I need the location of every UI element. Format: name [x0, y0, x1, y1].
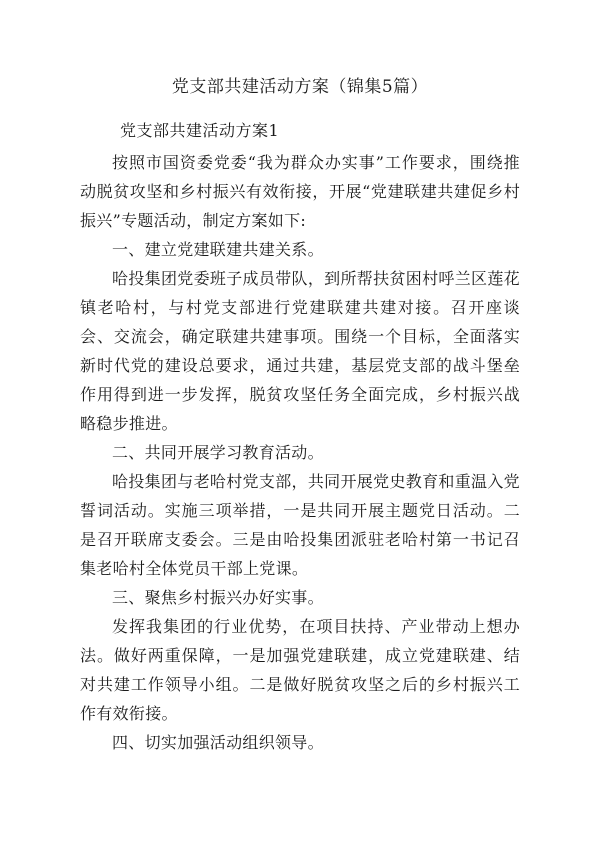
document-title: 党支部共建活动方案（锦集5篇） [171, 77, 429, 97]
section-heading-2: 二、共同开展学习教育活动。 [112, 443, 324, 462]
section-heading-1: 一、建立党建联建共建关系。 [112, 240, 324, 259]
section-heading-3: 三、聚焦乡村振兴办好实事。 [112, 588, 324, 607]
section-paragraph-3: 发挥我集团的行业优势，在项目扶持、产业带动上想办法。做好两重保障，一是加强党建联建，成立党建联建、结对共建工作领导小组。二是做好脱贫攻坚之后的乡村振兴工作有效衔接。 [80, 617, 520, 723]
section-heading-4: 四、切实加强活动组织领导。 [112, 733, 324, 752]
document-subtitle: 党支部共建活动方案1 [120, 121, 280, 140]
section-paragraph-2: 哈投集团与老哈村党支部，共同开展党史教育和重温入党誓词活动。实施三项举措，一是共同开展主题党日活动。二是召开联席支委会。三是由哈投集团派驻老哈村第一书记召集老哈村全体党员干部上党课。 [80, 472, 520, 578]
intro-paragraph: 按照市国资委党委“我为群众办实事”工作要求，围绕推动脱贫攻坚和乡村振兴有效衔接，开展“党建联建共建促乡村振兴”专题活动，制定方案如下: [80, 153, 520, 230]
section-paragraph-1: 哈投集团党委班子成员带队，到所帮扶贫困村呼兰区莲花镇老哈村，与村党支部进行党建联建共建对接。召开座谈会、交流会，确定联建共建事项。围绕一个目标，全面落实新时代党的建设总要求，通过共建，基层党支部的战斗堡垒作用得到进一步发挥，脱贫攻坚任务全面完成，乡村振兴战略稳步推进。 [80, 269, 520, 433]
document-body [80, 148, 520, 757]
